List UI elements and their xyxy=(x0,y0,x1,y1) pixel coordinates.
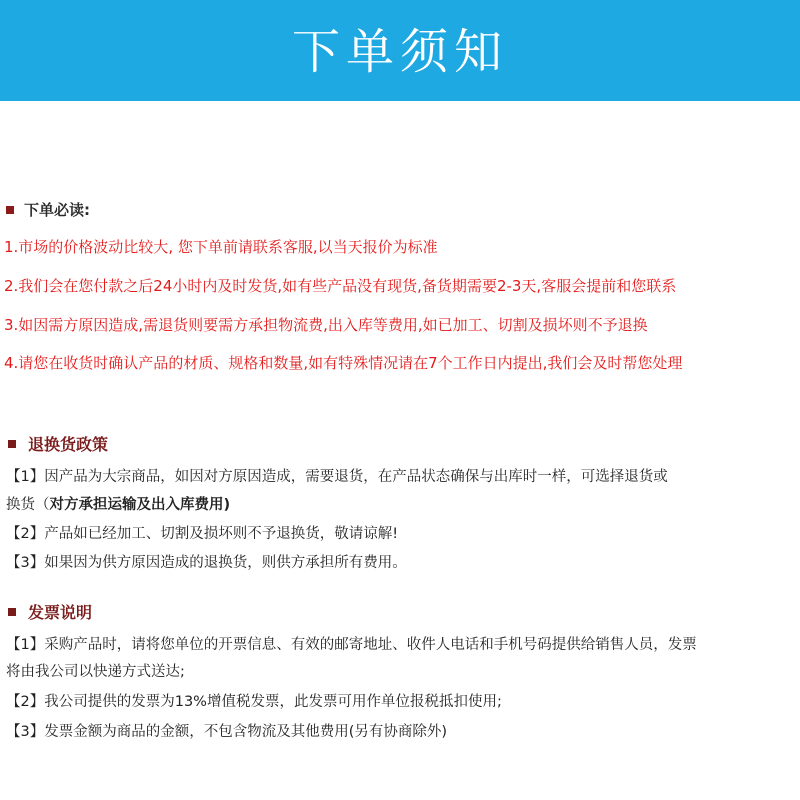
square-bullet-icon xyxy=(8,440,16,448)
must-read-item-4: 4.请您在收货时确认产品的材质、规格和数量,如有特殊情况请在7个工作日内提出,我们会及时帮您处理 xyxy=(4,354,683,372)
square-bullet-icon xyxy=(8,608,16,616)
return-policy-item-1-prefix: 换货（ xyxy=(6,497,50,513)
invoice-item-1-line-1: 【1】采购产品时，请将您单位的开票信息、有效的邮寄地址、收件人电话和手机号码提供给销售人员，发票 xyxy=(6,637,697,653)
return-policy-heading xyxy=(8,432,108,455)
return-policy-item-1-line-1: 【1】因产品为大宗商品，如因对方原因造成，需要退货，在产品状态确保与出库时一样，可选择退货或 xyxy=(6,469,668,485)
must-read-item-3: 3.如因需方原因造成,需退货则要需方承担物流费,出入库等费用,如已加工、切割及损坏则不予退换 xyxy=(4,316,648,334)
page-title: 下单须知 xyxy=(291,24,508,80)
invoice-heading-label: 发票说明 xyxy=(28,603,93,622)
square-bullet-icon xyxy=(6,206,14,214)
title-banner xyxy=(0,0,800,101)
must-read-heading-label: 下单必读: xyxy=(24,201,90,219)
must-read-item-2: 2.我们会在您付款之后24小时内及时发货,如有些产品没有现货,备货期需要2-3天,客服会提前和您联系 xyxy=(4,277,677,295)
must-read-heading xyxy=(6,199,90,220)
return-policy-item-1-bold: 对方承担运输及出入库费用) xyxy=(49,497,231,513)
return-policy-item-3: 【3】如果因为供方原因造成的退换货，则供方承担所有费用。 xyxy=(6,555,407,571)
return-policy-item-1-line-2 xyxy=(6,493,230,514)
must-read-item-1: 1.市场的价格波动比较大, 您下单前请联系客服,以当天报价为标准 xyxy=(4,238,438,256)
return-policy-item-2: 【2】产品如已经加工、切割及损坏则不予退换货，敬请谅解! xyxy=(6,526,399,542)
invoice-heading xyxy=(8,600,92,623)
invoice-item-1-line-2: 将由我公司以快递方式送达; xyxy=(6,664,185,680)
invoice-item-2: 【2】我公司提供的发票为13%增值税发票，此发票可用作单位报税抵扣使用; xyxy=(6,694,502,710)
return-policy-heading-label: 退换货政策 xyxy=(28,435,109,454)
invoice-item-3: 【3】发票金额为商品的金额，不包含物流及其他费用(另有协商除外) xyxy=(6,724,448,740)
